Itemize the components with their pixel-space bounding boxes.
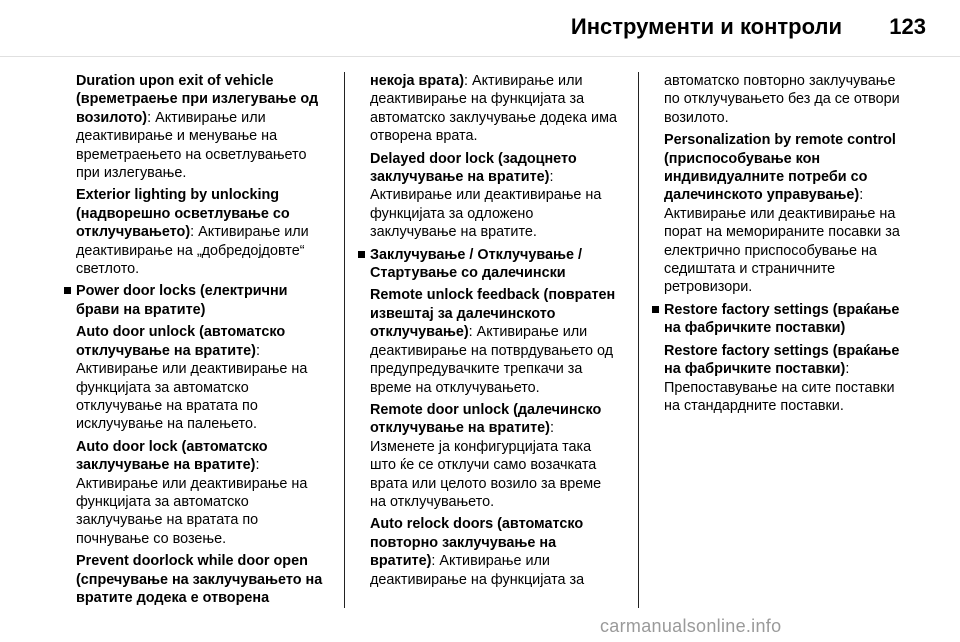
watermark: carmanualsonline.info [600, 616, 782, 636]
entry-auto-relock [370, 515, 620, 589]
entry-remote-door-unlock [370, 401, 620, 511]
entry-text: : Изменете ја конфигурцијата така што ќе се отклучи само возачката врата или целото возило за време на отклучувањето. [370, 420, 602, 510]
entry-text: : Активирање или деактивирање на функцијата за автоматско заклучување додека има отворена врата. [370, 73, 617, 145]
entry-text: : Активирање или деактивирање на „добредојдовте“ светлото. [76, 224, 309, 278]
page-number: 123 [889, 14, 926, 39]
entry-personalization-remote [664, 131, 914, 297]
entry-title: Delayed door lock (задоцнето заклучување на вратите) [370, 150, 577, 186]
column-2 [358, 72, 620, 593]
entry-text: : Активирање или деактивирање на функцијата за автоматско отклучување на вратата по исклучување на палењето. [76, 342, 308, 433]
entry-restore-factory [664, 342, 914, 416]
column-1 [64, 72, 326, 611]
entry-text: : Активирање или деактивирање на порат на меморираните посавки за електрично приспособување на седиштата и страничните ретровизори. [664, 187, 900, 296]
column-divider [344, 72, 345, 608]
column-divider [638, 72, 639, 608]
entry-text: : Активирање или деактивирање на потврдувањето од предупредувачките трепкачи за време на отклучувањето. [370, 324, 614, 396]
section-power-door-locks: Power door locks (електрични брави на вратите) [64, 282, 326, 319]
entry-prevent-doorlock-cont [370, 72, 620, 146]
entry-title: Auto relock doors (автоматско повторно заклучување на вратите) [370, 516, 584, 570]
entry-auto-door-lock [76, 438, 326, 548]
column-3 [652, 72, 914, 419]
entry-auto-relock-cont [664, 72, 914, 127]
entry-title: Auto door lock (автоматско заклучување на вратите) [76, 438, 268, 474]
page-header [0, 0, 960, 56]
entry-title: некоја врата) [370, 73, 464, 89]
entry-title: Personalization by remote control (приспособување кон индивидуалните потреби со далечинското управување) [664, 132, 896, 204]
header-divider [0, 56, 960, 57]
entry-title: Remote door unlock (далечинско отклучување на вратите) [370, 401, 602, 437]
entry-text: : Активирање или деактивирање на функцијата за одложено заклучување на вратите. [370, 169, 602, 241]
entry-title: Exterior lighting by unlocking (надворешно осветлување со отклучувањето) [76, 187, 290, 241]
entry-delayed-door-lock [370, 150, 620, 242]
entry-auto-door-unlock [76, 323, 326, 433]
entry-title: Prevent doorlock while door open (спречување на заклучувањето на вратите додека е отворена [76, 553, 323, 606]
entry-text: : Активирање или деактивирање на функцијата за [370, 553, 585, 588]
entry-remote-unlock-feedback [370, 286, 620, 396]
entry-prevent-doorlock [76, 552, 326, 607]
section-remote-lock: Заклучување / Отклучување / Стартување со далечински [358, 246, 620, 283]
entry-text: : Препоставување на сите поставки на стандардните поставки. [664, 361, 895, 414]
entry-text: : Активирање или деактивирање и менување на времетраењето на осветлувањето при излегување. [76, 109, 307, 182]
entry-title: Duration upon exit of vehicle (времетраење при излегување од возилото) [76, 73, 319, 126]
entry-title: Auto door unlock (автоматско отклучување на вратите) [76, 324, 286, 359]
entry-duration-exit [76, 72, 326, 182]
entry-exterior-lighting [76, 186, 326, 278]
entry-title: Restore factory settings (враќање на фабричките поставки) [664, 342, 900, 378]
entry-text: : Активирање или деактивирање на функцијата за автоматско заклучување на вратата по почнување со возење. [76, 457, 308, 547]
page-title: Инструменти и контроли [570, 14, 842, 39]
section-restore-factory: Restore factory settings (враќање на фабричките поставки) [652, 301, 914, 338]
entry-text: автоматско повторно заклучување по отклучувањето без да се отвори возилото. [664, 73, 900, 126]
entry-title: Remote unlock feedback (повратен извештај за далечинското отклучување) [370, 287, 616, 341]
